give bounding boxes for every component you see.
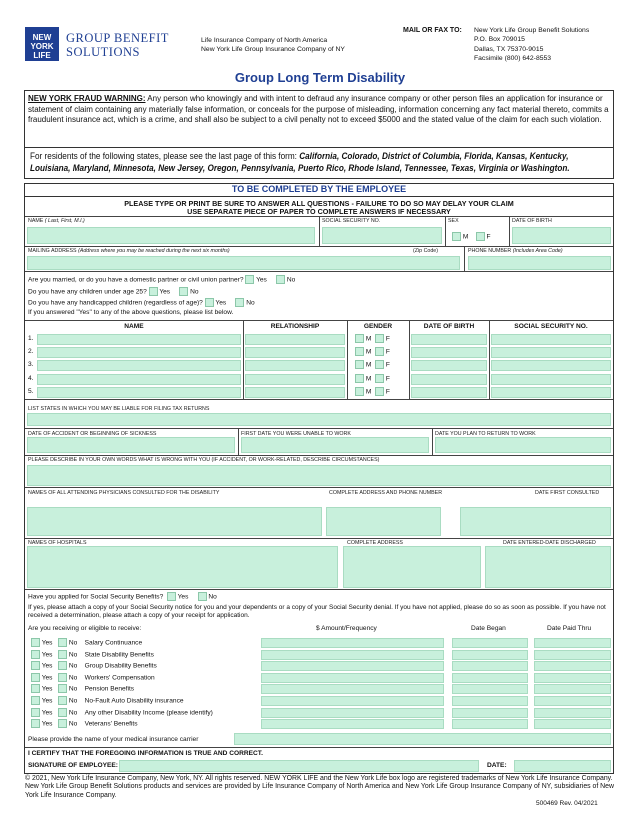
dependent-name-field[interactable] xyxy=(37,334,241,345)
sex-m-checkbox[interactable] xyxy=(452,232,461,241)
children-no-checkbox[interactable] xyxy=(179,287,188,296)
benefit-options: Yes No No-Fault Auto Disability insurance xyxy=(31,696,184,705)
gender-m-checkbox[interactable] xyxy=(355,387,364,396)
describe-label: PLEASE DESCRIBE IN YOUR OWN WORDS WHAT IS WRONG WITH YOU (IF ACCIDENT, OR WORK-RELATED, DESCRIBE CIRCUMSTANCES) xyxy=(28,457,380,463)
dependent-row-number: 1. xyxy=(28,335,34,342)
benefit-amount-field[interactable] xyxy=(261,638,444,648)
col-began: Date Began xyxy=(471,625,506,632)
benefit-options: Yes No State Disability Benefits xyxy=(31,650,154,659)
benefit-paid-field[interactable] xyxy=(534,661,611,671)
benefit-no-checkbox[interactable] xyxy=(58,719,67,728)
medical-carrier-label: Please provide the name of your medical insurance carrier xyxy=(28,736,199,743)
ssn-label: SOCIAL SECURITY NO. xyxy=(322,218,381,224)
benefit-amount-field[interactable] xyxy=(261,661,444,671)
dependent-dob-field[interactable] xyxy=(411,334,487,345)
name-field[interactable] xyxy=(27,227,315,244)
logo xyxy=(25,27,59,61)
dependent-ssn-field[interactable] xyxy=(491,387,611,398)
mail-line: P.O. Box 709015 xyxy=(474,36,525,44)
hosp-address-label: COMPLETE ADDRESS xyxy=(347,540,403,546)
benefit-no-checkbox[interactable] xyxy=(58,638,67,647)
benefit-row xyxy=(25,673,613,684)
company-line1: Life Insurance Company of North America xyxy=(201,37,328,44)
benefit-no-checkbox[interactable] xyxy=(58,661,67,670)
hosp-date-label: DATE ENTERED-DATE DISCHARGED xyxy=(503,540,596,546)
dob-label: DATE OF BIRTH xyxy=(512,218,552,224)
benefit-options: Yes No Workers' Compensation xyxy=(31,673,155,682)
q-handicapped: Do you have any handicapped children (regardless of age)? Yes No xyxy=(28,299,255,307)
dependent-ssn-field[interactable] xyxy=(491,360,611,371)
benefit-began-field[interactable] xyxy=(452,638,528,648)
benefit-began-field[interactable] xyxy=(452,661,528,671)
benefit-paid-field[interactable] xyxy=(534,696,611,706)
gender-m-checkbox[interactable] xyxy=(355,374,364,383)
q-ss: Have you applied for Social Security Benefits? Yes No xyxy=(28,593,217,601)
hosp-date-field[interactable] xyxy=(485,546,611,588)
name-label: NAME ( Last, First, M.I.) xyxy=(28,218,85,224)
benefit-began-field[interactable] xyxy=(452,684,528,694)
residents-states: California, Colorado, District of Columbia, Florida, Kansas, Kentucky, Louisiana, Maryland, Minnesota, New Jersey, Oregon, Pennsylvania, Puerto Rico, Rhode Island, Tennessee, Texas, Virginia or Washington. xyxy=(30,151,570,173)
dob-field[interactable] xyxy=(512,227,611,244)
dependent-row xyxy=(25,359,613,372)
dependent-relationship-field[interactable] xyxy=(245,334,345,345)
dependent-row-number: 5. xyxy=(28,387,34,395)
signature-date-field[interactable] xyxy=(514,760,611,772)
address-field[interactable] xyxy=(27,256,460,270)
dep-header-name: NAME xyxy=(124,323,144,330)
married-yes-checkbox[interactable] xyxy=(245,275,254,284)
dependent-name-field[interactable] xyxy=(37,374,241,385)
benefit-yes-checkbox[interactable] xyxy=(31,708,40,717)
certify-text: I CERTIFY THAT THE FOREGOING INFORMATION IS TRUE AND CORRECT. xyxy=(28,750,263,757)
phone-label: PHONE NUMBER (Includes Area Code) xyxy=(468,248,563,254)
benefit-no-checkbox[interactable] xyxy=(58,708,67,717)
dependent-row xyxy=(25,373,613,386)
zip-hint: (Zip Code) xyxy=(413,248,439,254)
phys-address-field[interactable] xyxy=(326,507,441,536)
form-title: Group Long Term Disability xyxy=(234,70,406,85)
fraud-warning-body: Any person who knowingly and with intent to defraud any insurance company or other person files an application for insurance or statement of claim containing any materially false information, or conceals for the purpose of misleading, information concerning any fact material thereto, commits a fraudulent insurance act, which is a crime, and shall also be subject to a civil penalty not to exceed $5000 and the stated value of the claim for each such violation. xyxy=(28,93,609,125)
ss-yes-checkbox[interactable] xyxy=(167,592,176,601)
phys-date-label: DATE FIRST CONSULTED xyxy=(535,490,600,496)
mail-line: New York Life Group Benefit Solutions xyxy=(474,27,590,34)
dep-header-dob: DATE OF BIRTH xyxy=(423,323,475,330)
benefit-yes-checkbox[interactable] xyxy=(31,719,40,728)
dependent-gender: M F xyxy=(355,360,390,369)
sex-options: M F xyxy=(452,232,491,241)
brand-name xyxy=(66,31,169,59)
describe-field[interactable] xyxy=(27,465,611,486)
return-date-field[interactable] xyxy=(435,437,611,453)
benefit-paid-field[interactable] xyxy=(534,673,611,683)
first-date-label: FIRST DATE YOU WERE UNABLE TO WORK xyxy=(241,431,351,437)
copyright: © 2021, New York Life Insurance Company, New York, NY. All rights reserved. NEW YORK LIFE and the New York Life box logo are registered trademarks of New York Life Insurance Company. New York Life Group Benefit Solutions products and services are provided by Life Insurance Company of North America and New York Life Group Insurance Company of NY, subsidiaries of New York Life Insurance Company. xyxy=(25,775,614,799)
benefit-label: Veterans' Benefits xyxy=(84,720,138,728)
dependent-dob-field[interactable] xyxy=(411,374,487,385)
phys-address-label: COMPLETE ADDRESS AND PHONE NUMBER xyxy=(329,490,443,496)
dependent-name-field[interactable] xyxy=(37,347,241,358)
dependent-gender: M F xyxy=(355,387,390,396)
benefit-row xyxy=(25,650,613,661)
employee-section xyxy=(24,183,614,774)
benefit-options: Yes No Pension Benefits xyxy=(31,684,134,693)
dependent-row xyxy=(25,346,613,359)
dep-header-ssn: SOCIAL SECURITY NO. xyxy=(514,323,588,330)
benefit-amount-field[interactable] xyxy=(261,673,444,683)
dependent-relationship-field[interactable] xyxy=(245,374,345,385)
date-label: DATE: xyxy=(487,762,507,769)
benefit-paid-field[interactable] xyxy=(534,638,611,648)
company-line2: New York Life Group Insurance Company of NY xyxy=(201,46,345,53)
sex-label: SEX xyxy=(448,218,459,224)
dependent-gender: M F xyxy=(355,334,390,343)
gender-f-checkbox[interactable] xyxy=(375,347,384,356)
benefit-options: Yes No Group Disability Benefits xyxy=(31,661,157,670)
q-if-yes: If you answered "Yes" to any of the above questions, please list below. xyxy=(28,309,234,316)
benefit-amount-field[interactable] xyxy=(261,708,444,718)
brand-line1: GROUP BENEFIT xyxy=(66,31,169,45)
sex-f-checkbox[interactable] xyxy=(476,232,485,241)
q-married: Are you married, or do you have a domestic partner or civil union partner? Yes No xyxy=(28,276,296,284)
benefit-yes-checkbox[interactable] xyxy=(31,661,40,670)
benefit-row xyxy=(25,696,613,707)
benefit-began-field[interactable] xyxy=(452,650,528,660)
gender-m-checkbox[interactable] xyxy=(355,360,364,369)
gender-f-checkbox[interactable] xyxy=(375,334,384,343)
hosp-address-field[interactable] xyxy=(343,546,481,588)
dependents-table xyxy=(25,320,613,400)
benefit-paid-field[interactable] xyxy=(534,719,611,729)
ssn-field[interactable] xyxy=(322,227,442,244)
dependent-name-field[interactable] xyxy=(37,360,241,371)
benefit-began-field[interactable] xyxy=(452,673,528,683)
dependent-dob-field[interactable] xyxy=(411,347,487,358)
dependent-dob-field[interactable] xyxy=(411,387,487,398)
benefit-amount-field[interactable] xyxy=(261,650,444,660)
benefit-yes-checkbox[interactable] xyxy=(31,684,40,693)
benefit-yes-checkbox[interactable] xyxy=(31,673,40,682)
dep-header-gender: GENDER xyxy=(363,323,393,330)
hospitals-label: NAMES OF HOSPITALS xyxy=(28,540,87,546)
dependent-row-number: 4. xyxy=(28,374,34,382)
mail-address xyxy=(474,26,589,63)
mail-label: MAIL OR FAX TO: xyxy=(403,27,462,34)
company-names xyxy=(201,36,345,54)
brand-line2: SOLUTIONS xyxy=(66,45,140,59)
dependent-dob-field[interactable] xyxy=(411,360,487,371)
first-date-field[interactable] xyxy=(241,437,429,453)
benefit-no-checkbox[interactable] xyxy=(58,650,67,659)
benefit-no-checkbox[interactable] xyxy=(58,673,67,682)
residents-intro: For residents of the following states, please see the last page of this form: xyxy=(30,151,300,161)
dependent-row-number: 3. xyxy=(28,361,34,369)
benefit-amount-field[interactable] xyxy=(261,684,444,694)
benefit-row xyxy=(25,684,613,695)
benefit-began-field[interactable] xyxy=(452,719,528,729)
signature-field[interactable] xyxy=(119,760,479,772)
logo-text: NEW YORK LIFE xyxy=(30,33,54,60)
children-yes-checkbox[interactable] xyxy=(149,287,158,296)
benefit-began-field[interactable] xyxy=(452,696,528,706)
benefit-paid-field[interactable] xyxy=(534,684,611,694)
benefit-yes-checkbox[interactable] xyxy=(31,638,40,647)
benefit-label: Any other Disability Income (please identify) xyxy=(84,708,213,716)
dependent-gender: M F xyxy=(355,347,390,356)
phone-field[interactable] xyxy=(468,256,611,270)
benefit-amount-field[interactable] xyxy=(261,696,444,706)
dependent-relationship-field[interactable] xyxy=(245,360,345,371)
phys-date-field[interactable] xyxy=(460,507,611,536)
dependent-ssn-field[interactable] xyxy=(491,334,611,345)
dependent-row xyxy=(25,333,613,346)
fraud-warning-text xyxy=(28,93,611,125)
dependent-relationship-field[interactable] xyxy=(245,387,345,398)
physicians-label: NAMES OF ALL ATTENDING PHYSICIANS CONSULTED FOR THE DISABILITY xyxy=(28,490,220,496)
return-date-label: DATE YOU PLAN TO RETURN TO WORK xyxy=(435,431,536,437)
residents-notice xyxy=(30,150,608,174)
benefit-began-field[interactable] xyxy=(452,708,528,718)
benefit-yes-checkbox[interactable] xyxy=(31,696,40,705)
date-accident-field[interactable] xyxy=(27,437,235,453)
signature-label: SIGNATURE OF EMPLOYEE: xyxy=(28,762,118,769)
benefit-row xyxy=(25,638,613,649)
married-no-checkbox[interactable] xyxy=(276,275,285,284)
benefit-label: Pension Benefits xyxy=(84,685,135,693)
fraud-warning-box xyxy=(24,90,614,179)
tax-states-label: LIST STATES IN WHICH YOU MAY BE LIABLE FOR FILING TAX RETURNS xyxy=(28,406,210,412)
form-number: 500469 Rev. 04/2021 xyxy=(536,800,598,807)
benefit-label: Group Disability Benefits xyxy=(84,662,157,670)
benefit-options: Yes No Any other Disability Income (please identify) xyxy=(31,708,213,717)
benefit-options: Yes No Veterans' Benefits xyxy=(31,719,138,728)
date-accident-label: DATE OF ACCIDENT OR BEGINNING OF SICKNESS xyxy=(28,431,157,437)
mail-line: Dallas, TX 75370-9015 xyxy=(474,45,544,53)
tax-states-field[interactable] xyxy=(27,413,611,426)
benefit-label: Workers' Compensation xyxy=(84,674,155,682)
col-paid: Date Paid Thru xyxy=(547,625,592,632)
dependent-ssn-field[interactable] xyxy=(491,347,611,358)
hospitals-field[interactable] xyxy=(27,546,338,588)
benefit-row xyxy=(25,708,613,719)
benefit-row xyxy=(25,661,613,672)
instructions-1: PLEASE TYPE OR PRINT BE SURE TO ANSWER ALL QUESTIONS - FAILURE TO DO SO MAY DELAY YOUR CLAIM xyxy=(124,199,514,208)
mail-line: Facsimile (800) 642-8553 xyxy=(474,54,552,62)
fraud-warning-label: NEW YORK FRAUD WARNING: xyxy=(28,93,146,103)
handicapped-yes-checkbox[interactable] xyxy=(205,298,214,307)
benefit-no-checkbox[interactable] xyxy=(58,684,67,693)
gender-m-checkbox[interactable] xyxy=(355,347,364,356)
address-label: MAILING ADDRESS (Address where you may be reached during the next six months) xyxy=(28,248,230,254)
q-children: Do you have any children under age 25? Yes No xyxy=(28,288,199,296)
benefit-label: Salary Continuance xyxy=(84,639,143,647)
benefit-no-checkbox[interactable] xyxy=(58,696,67,705)
benefit-row xyxy=(25,719,613,730)
employee-heading: TO BE COMPLETED BY THE EMPLOYEE xyxy=(25,184,613,197)
ss-note: If yes, please attach a copy of your Social Security notice for you and your dependents or a copy of your Social Security denial. If you have not applied, please do so as soon as possible. If you have not received a determination, please attach a copy of your receipt for application. xyxy=(28,604,606,619)
dependent-ssn-field[interactable] xyxy=(491,374,611,385)
ss-no-checkbox[interactable] xyxy=(198,592,207,601)
gender-f-checkbox[interactable] xyxy=(375,374,384,383)
benefit-paid-field[interactable] xyxy=(534,650,611,660)
gender-m-checkbox[interactable] xyxy=(355,334,364,343)
benefit-label: No-Fault Auto Disability insurance xyxy=(84,697,184,705)
gender-f-checkbox[interactable] xyxy=(375,360,384,369)
q-receiving: Are you receiving or eligible to receive: xyxy=(28,625,142,632)
benefit-yes-checkbox[interactable] xyxy=(31,650,40,659)
col-amount: $ Amount/Frequency xyxy=(316,625,377,632)
benefit-amount-field[interactable] xyxy=(261,719,444,729)
dep-header-relationship: RELATIONSHIP xyxy=(270,323,320,330)
dependent-row xyxy=(25,386,613,399)
gender-f-checkbox[interactable] xyxy=(375,387,384,396)
medical-carrier-field[interactable] xyxy=(234,733,611,745)
dependent-gender: M F xyxy=(355,374,390,383)
dependent-row-number: 2. xyxy=(28,348,34,356)
dependent-name-field[interactable] xyxy=(37,387,241,398)
dependent-relationship-field[interactable] xyxy=(245,347,345,358)
benefit-paid-field[interactable] xyxy=(534,708,611,718)
instructions-2: USE SEPARATE PIECE OF PAPER TO COMPLETE ANSWERS IF NECESSARY xyxy=(187,207,451,216)
handicapped-no-checkbox[interactable] xyxy=(235,298,244,307)
benefit-label: State Disability Benefits xyxy=(84,650,154,658)
physicians-field[interactable] xyxy=(27,507,322,536)
benefit-options: Yes No Salary Continuance xyxy=(31,638,142,647)
